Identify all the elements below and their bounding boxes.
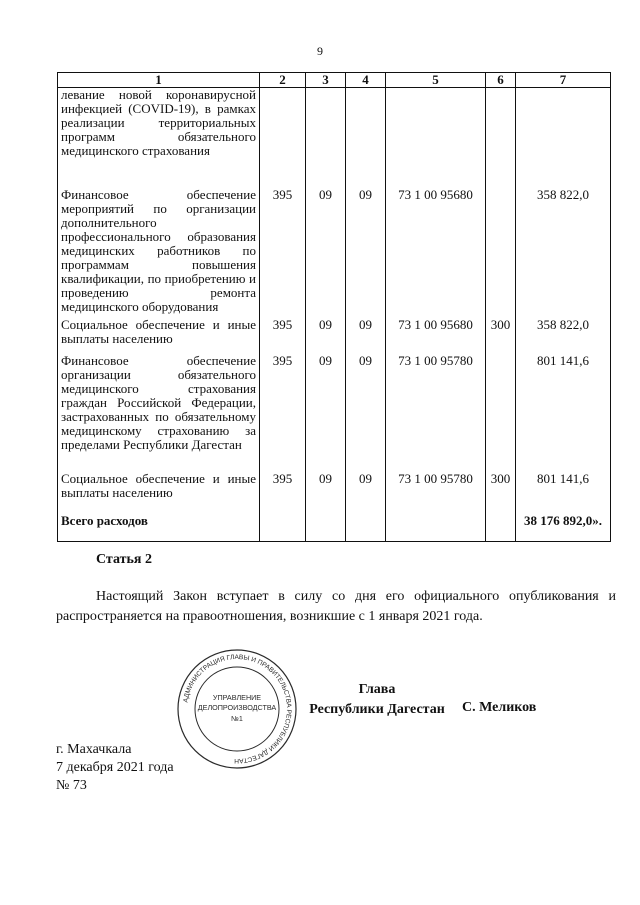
cell-ministry: 395 <box>260 354 306 472</box>
empty-cell <box>486 514 516 542</box>
cell-subsection <box>346 88 386 188</box>
cell-amount <box>516 88 611 188</box>
signature-title-line: Глава <box>358 682 396 697</box>
row-description: Социальное обеспечение и иные выплаты населению <box>58 318 260 354</box>
seal-line-2: ДЕЛОПРОИЗВОДСТВА <box>197 703 277 712</box>
cell-section: 09 <box>306 318 346 354</box>
table-row <box>58 472 611 514</box>
page-number: 9 <box>317 44 323 58</box>
row-description: Социальное обеспечение и иные выплаты населению <box>58 472 260 514</box>
table-header-row <box>58 73 611 88</box>
cell-expense-type <box>486 188 516 318</box>
date: 7 декабря 2021 года <box>56 760 174 775</box>
place-date-block <box>56 741 174 795</box>
cell-subsection: 09 <box>346 318 386 354</box>
column-header: 2 <box>260 73 306 88</box>
total-label: Всего расходов <box>58 514 260 542</box>
column-header: 1 <box>58 73 260 88</box>
row-description: Финансовое обеспечение организации обязательного медицинского страхования граждан Российской Федерации, застрахованных по обязательному медицинскому страхованию за пределами Республики Дагестан <box>58 354 260 472</box>
seal-line-3: №1 <box>231 714 243 723</box>
official-seal <box>176 648 298 770</box>
cell-subsection: 09 <box>346 472 386 514</box>
empty-cell <box>260 514 306 542</box>
cell-target-article: 73 1 00 95680 <box>386 188 486 318</box>
cell-expense-type: 300 <box>486 318 516 354</box>
article-heading: Статья 2 <box>96 552 152 567</box>
empty-cell <box>346 514 386 542</box>
column-header: 7 <box>516 73 611 88</box>
cell-ministry: 395 <box>260 188 306 318</box>
column-header: 5 <box>386 73 486 88</box>
cell-amount: 358 822,0 <box>516 318 611 354</box>
law-paragraph: Настоящий Закон вступает в силу со дня его официального опубликования и распространяется на правоотношения, возникшие с 1 января 2021 года. <box>56 589 616 624</box>
cell-ministry <box>260 88 306 188</box>
cell-subsection: 09 <box>346 188 386 318</box>
cell-target-article: 73 1 00 95780 <box>386 472 486 514</box>
cell-section: 09 <box>306 188 346 318</box>
table-row <box>58 318 611 354</box>
empty-cell <box>386 514 486 542</box>
cell-ministry: 395 <box>260 472 306 514</box>
column-header: 3 <box>306 73 346 88</box>
table-total-row <box>58 514 611 542</box>
cell-expense-type: 300 <box>486 472 516 514</box>
column-header: 6 <box>486 73 516 88</box>
cell-ministry: 395 <box>260 318 306 354</box>
row-description: левание новой коронавирусной инфекцией (COVID-19), в рамках реализации территориальных программ обязательного медицинского страхования <box>58 88 260 188</box>
cell-amount: 801 141,6 <box>516 472 611 514</box>
cell-section <box>306 88 346 188</box>
empty-cell <box>306 514 346 542</box>
law-number: № 73 <box>56 778 87 793</box>
cell-target-article: 73 1 00 95780 <box>386 354 486 472</box>
cell-expense-type <box>486 88 516 188</box>
table-row <box>58 188 611 318</box>
cell-subsection: 09 <box>346 354 386 472</box>
city: г. Махачкала <box>56 742 132 757</box>
cell-section: 09 <box>306 472 346 514</box>
signatory-name: С. Меликов <box>462 700 537 715</box>
cell-amount: 358 822,0 <box>516 188 611 318</box>
cell-target-article: 73 1 00 95680 <box>386 318 486 354</box>
cell-amount: 801 141,6 <box>516 354 611 472</box>
seal-ring-text: АДМИНИСТРАЦИЯ ГЛАВЫ И ПРАВИТЕЛЬСТВА РЕСПУБЛИКИ ДАГЕСТАН <box>182 653 293 765</box>
cell-target-article <box>386 88 486 188</box>
signature-title <box>297 680 457 720</box>
table-row <box>58 88 611 188</box>
signature-title-line: Республики Дагестан <box>309 702 445 717</box>
row-description: Финансовое обеспечение мероприятий по организации дополнительного профессионального образования медицинских работников по программам повышения квалификации, по приобретению и проведению ремонта медицинского оборудования <box>58 188 260 318</box>
total-amount: 38 176 892,0». <box>516 514 611 542</box>
seal-line-1: УПРАВЛЕНИЕ <box>212 693 262 702</box>
budget-table <box>57 72 611 542</box>
cell-section: 09 <box>306 354 346 472</box>
column-header: 4 <box>346 73 386 88</box>
table-row <box>58 354 611 472</box>
cell-expense-type <box>486 354 516 472</box>
